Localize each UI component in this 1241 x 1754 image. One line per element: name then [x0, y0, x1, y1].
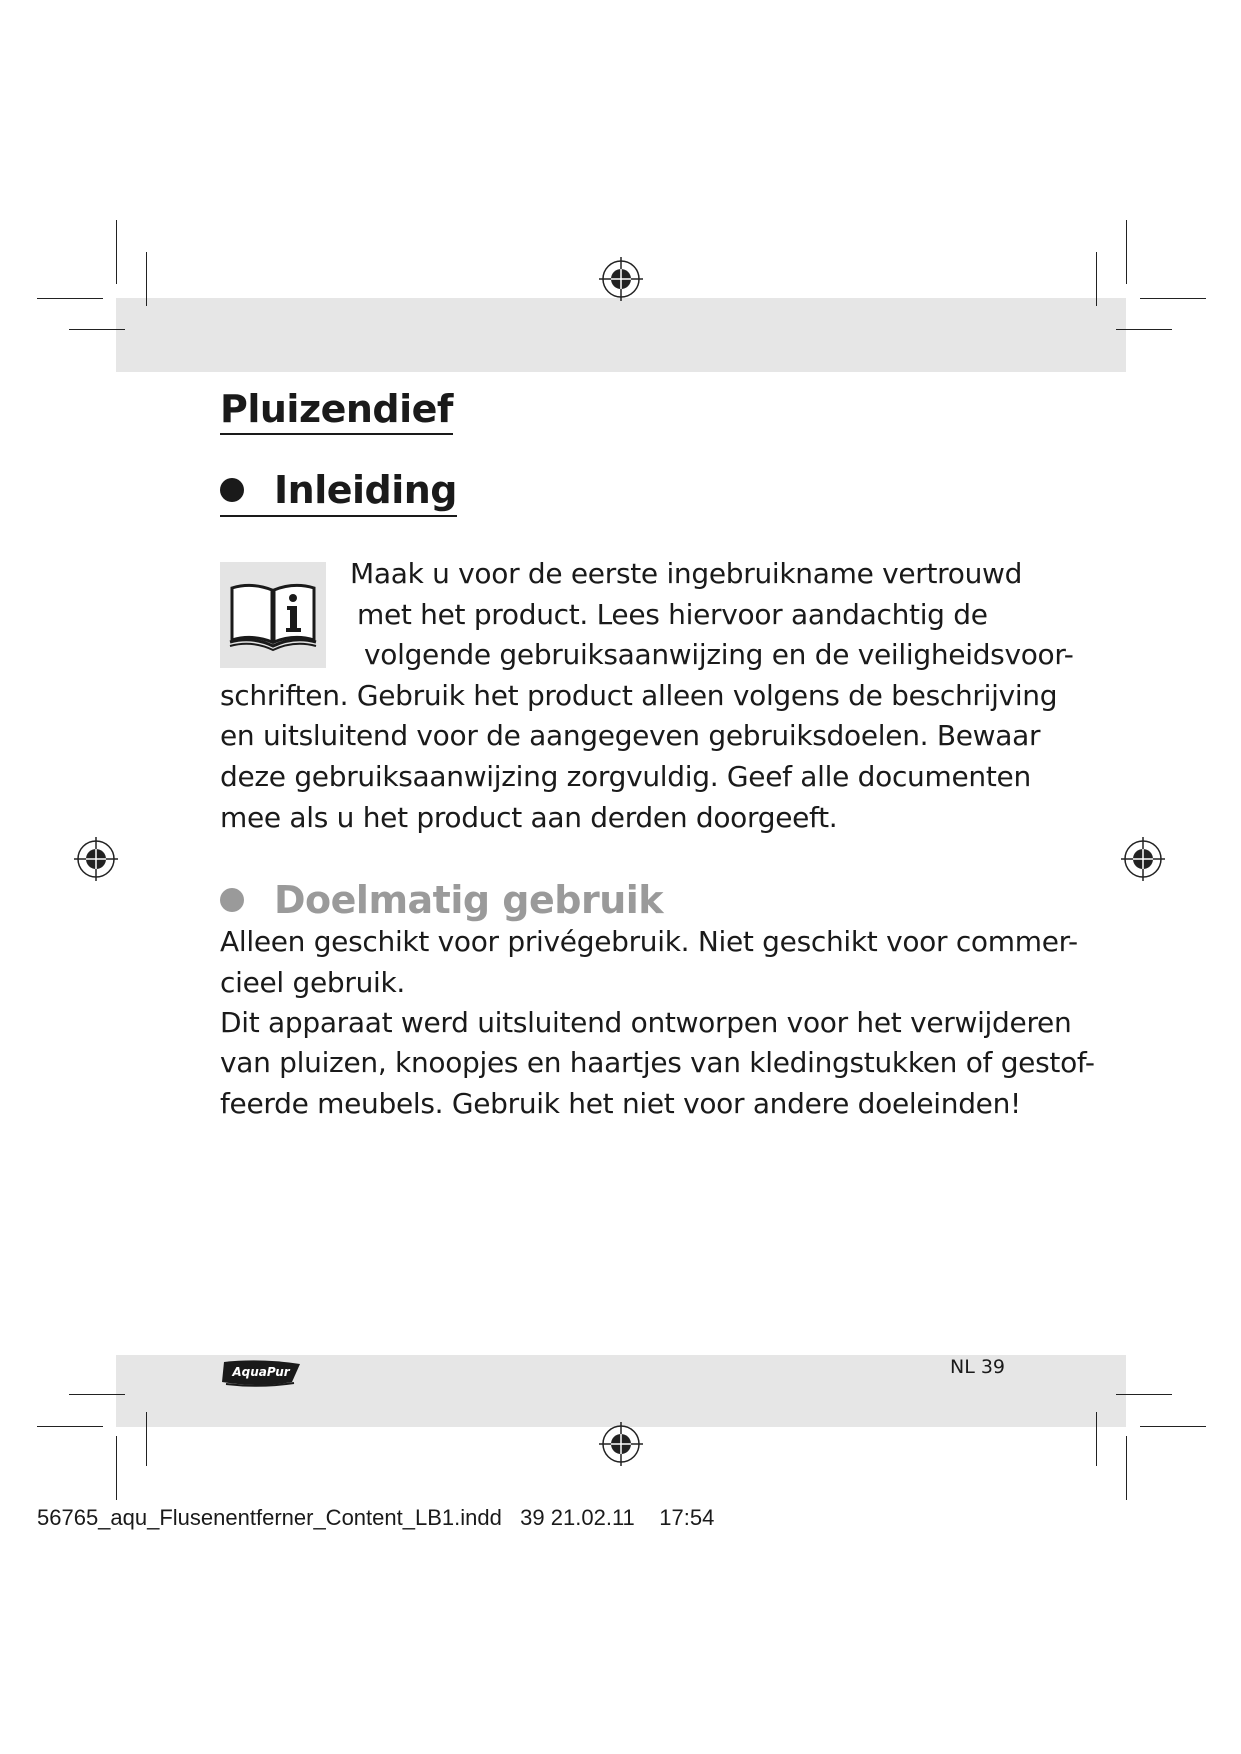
paragraph-line: met het product. Lees hiervoor aandachtig de	[357, 598, 988, 631]
slug-time: 17:54	[659, 1505, 715, 1530]
header-band	[116, 298, 1126, 372]
crop-mark	[37, 1426, 103, 1427]
registration-mark-icon	[599, 1422, 643, 1466]
paragraph-line: Alleen geschikt voor privégebruik. Niet geschikt voor commer-	[220, 925, 1078, 958]
paragraph-line: en uitsluitend voor de aangegeven gebruiksdoelen. Bewaar	[220, 719, 1041, 752]
paragraph-line: Dit apparaat werd uitsluitend ontworpen voor het verwijderen	[220, 1006, 1072, 1039]
crop-mark	[1140, 298, 1206, 299]
crop-mark	[69, 1394, 125, 1395]
paragraph-line: volgende gebruiksaanwijzing en de veiligheidsvoor-	[364, 638, 1074, 671]
slug-filename: 56765_aqu_Flusenentferner_Content_LB1.indd	[37, 1505, 502, 1530]
section-heading-inleiding	[220, 468, 457, 517]
logo-text: AquaPur	[232, 1365, 290, 1379]
section-heading-text: Inleiding	[274, 468, 457, 512]
registration-mark-icon	[74, 837, 118, 881]
crop-mark	[69, 329, 125, 330]
paragraph-line: deze gebruiksaanwijzing zorgvuldig. Geef alle documenten	[220, 760, 1031, 793]
slug-page: 39	[520, 1505, 545, 1530]
page-number: NL 39	[950, 1356, 1006, 1378]
section-heading-doelmatig-gebruik	[220, 878, 663, 922]
book-info-icon	[220, 562, 326, 668]
crop-mark	[146, 1412, 147, 1466]
crop-mark	[116, 220, 117, 284]
print-slug	[37, 1505, 714, 1531]
crop-mark	[1096, 1412, 1097, 1466]
crop-mark	[37, 298, 103, 299]
registration-mark-icon	[599, 257, 643, 301]
crop-mark	[116, 1436, 117, 1500]
section-heading-text: Doelmatig gebruik	[274, 878, 664, 922]
paragraph-line: cieel gebruik.	[220, 966, 406, 999]
paragraph-line: feerde meubels. Gebruik het niet voor andere doeleinden!	[220, 1087, 1021, 1120]
aquapur-logo	[220, 1358, 302, 1388]
paragraph-line: van pluizen, knoopjes en haartjes van kledingstukken of gestof-	[220, 1046, 1095, 1079]
paragraph-line: Maak u voor de eerste ingebruikname vertrouwd	[350, 557, 1023, 590]
crop-mark	[1116, 329, 1172, 330]
crop-mark	[1126, 1436, 1127, 1500]
page-title: Pluizendief	[220, 387, 453, 435]
bullet-icon	[220, 888, 244, 912]
crop-mark	[1096, 252, 1097, 306]
crop-mark	[1116, 1394, 1172, 1395]
paragraph-line: mee als u het product aan derden doorgeeft.	[220, 801, 838, 834]
crop-mark	[1126, 220, 1127, 284]
crop-mark	[1140, 1426, 1206, 1427]
paragraph-line: schriften. Gebruik het product alleen volgens de beschrijving	[220, 679, 1058, 712]
bullet-icon	[220, 478, 244, 502]
registration-mark-icon	[1121, 837, 1165, 881]
slug-date: 21.02.11	[550, 1505, 635, 1530]
crop-mark	[146, 252, 147, 306]
